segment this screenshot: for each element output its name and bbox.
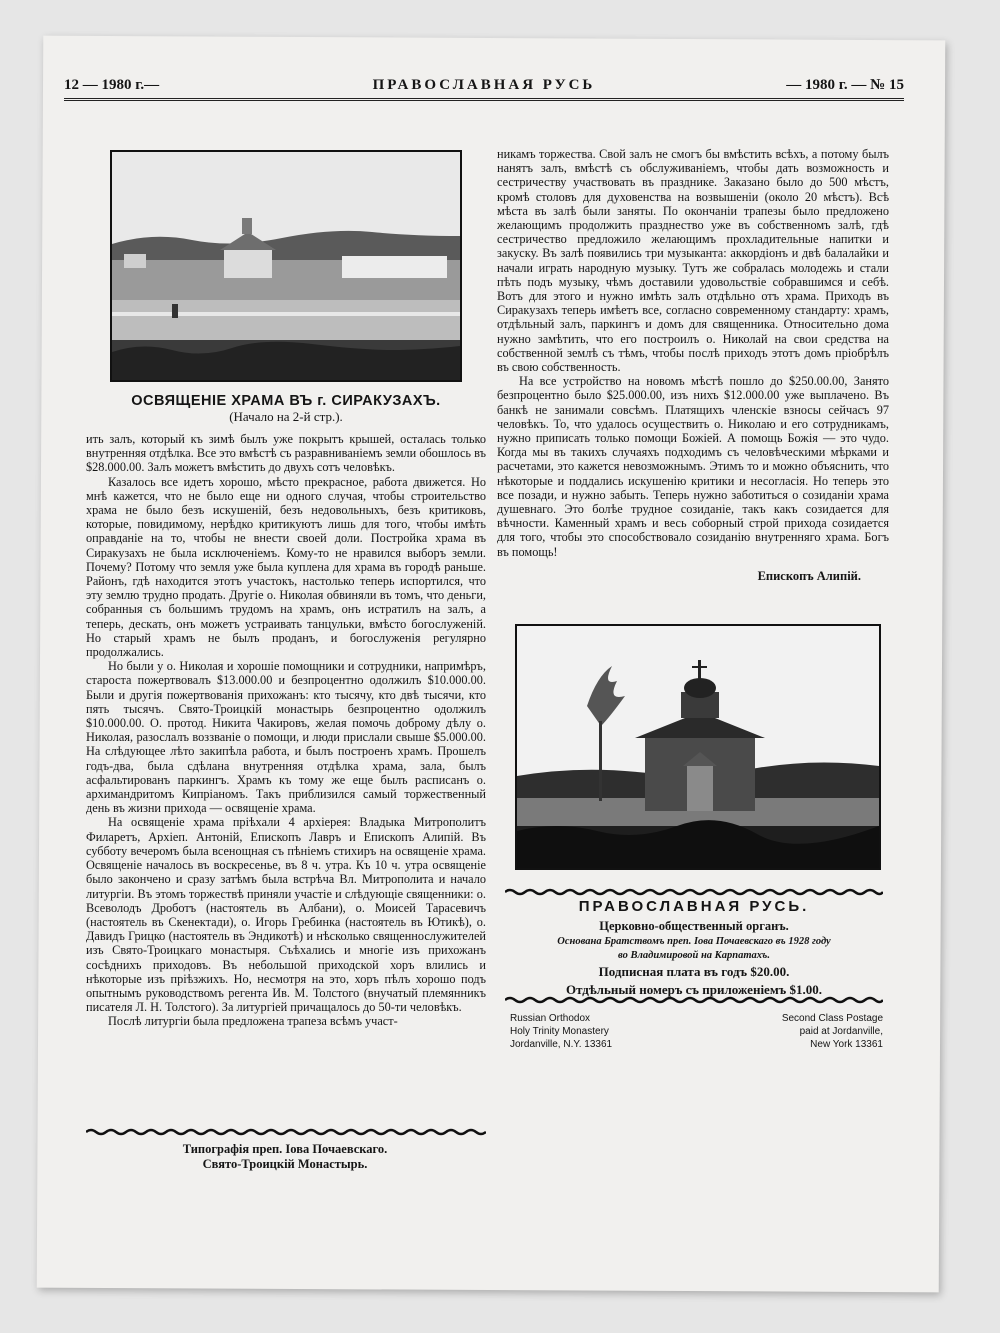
article-signature: Епископъ Алипій. — [757, 568, 861, 583]
article-paragraph: Казалось все идетъ хорошо, мѣсто прекрасное, работа движется. Но мнѣ кажется, что не было еще ни одного случая, чтобы строительство храма не было безъ искушеній, безъ недовольныхъ, безъ критиковъ, которые, повидимому, нерѣдко критикуютъ лишь для того, чтобы имѣть оправданіе на то, чтобы не внести своей доли. Постройка храма въ Сиракузахъ не была исключеніемъ. Кому-то не нравился выборъ земли. Почему? Потому что земля уже была куплена для храма въ городѣ раньше. Районъ, гдѣ находится этотъ участокъ, настолько теперь испортился, что эту землю трудно продать. Другіе о. Николая обвиняли въ томъ, что деньги, собранныя съ большимъ трудомъ на храмъ, онъ истратилъ на залъ, а теперь, дескать, онъ можетъ устраивать танцульки, вмѣсто богослуженій. Но старый храмъ не былъ проданъ, и богослуженія регулярно продолжались. — [86, 474, 486, 660]
masthead-founded: Основана Братствомъ преп. Іова Почаевскаго въ 1928 году — [557, 936, 831, 947]
wavy-divider-left — [86, 1128, 486, 1136]
article-title: ОСВЯЩЕНIЕ ХРАМА ВЪ г. СИРАКУЗАХЪ. — [131, 393, 441, 409]
postal-address-left — [510, 1012, 680, 1051]
article-paragraph: На все устройство на новомъ мѣстѣ пошло до $250.00.00, Занято безпроцентно было $25.000.00, изъ нихъ $12.000.00 уже выплачено. Въ банкѣ не занимали совсѣмъ. Платящихъ членскіе взносы сейчасъ 97 человѣкъ. То, что удалось осуществить о. Николаю и его сотрудникамъ, нужно приписать только помощи Божіей. А помощь Божія — это чудо. Когда мы въ такихъ случаяхъ подходимъ съ человѣческими мѣрками и расчетами, это кажется невозможнымъ. Этимъ то и можно объяснить, что нѣкоторые и поддались искушенію критики и несогласія. Но теперь это все позади, и нужно забыть. Теперь нужно заботиться о созиданіи храма душевнаго. Это болѣе трудное созиданіе, такъ какъ созидается для вѣчности. Каменный храмъ и весь соборный строй прихода созидается для того, чтобы это способствовало созиданію внутренняго храма. Богъ въ помощь! — [497, 374, 889, 559]
subscription-price: Подписная плата въ годъ $20.00. — [598, 964, 790, 979]
postal-line: New York 13361 — [810, 1039, 883, 1050]
masthead-organ: Церковно-общественный органъ. — [599, 919, 789, 933]
masthead-box — [505, 898, 883, 998]
article-left-column — [86, 432, 486, 1029]
article-paragraph: На освященіе храма пріѣхали 4 архіерея: Владыка Митрополитъ Филаретъ, Архіеп. Антоній, Епископъ Лавръ и Епископъ Алипій. Въ субботу вечеромъ была всенощная съ пѣніемъ стихиръ на освященіе храма. Освященіе началось въ воскресенье, въ 8 ч. утра. Къ 10 ч. утра освященіе было закончено и сразу затѣмъ была встрѣча Вл. Митрополита и начало литургіи. Въ этомъ торжествѣ приняли участіе и слѣдующіе священники: о. Всеволодъ Дроботъ (настоятель въ Албани), о. Моисей Тарасевичъ (настоятель въ Скенектади), о. Игорь Гребинка (настоятель въ Ютикѣ), о. Давидъ Грицко (настоятель въ Эндикотѣ) и нѣсколько священнослужителей изъ Свято-Троицкаго монастыря. Съѣхались и многіе изъ прихожанъ сосѣднихъ приходовъ. Въ небольшой приходской хоръ влились и нѣкоторые изъ пріѣзжихъ. Но, несмотря на это, хоръ пѣлъ хорошо подъ опытнымъ руководствомъ регента Ив. М. Толстого (внучатый племянникъ писателя Л. Н. Толстого). За литургіей причащалось до 50-ти человѣкъ. — [86, 815, 486, 1015]
article-paragraph: Но были у о. Николая и хорошіе помощники и сотрудники, напримѣръ, староста пожертвовалъ $13.000.00 и безпроцентно одолжилъ $10.000.00. Были и другія пожертвованія прихожанъ: кто тысячу, кто двѣ тысячи, кто пять тысячъ. Свято-Троицкій монастырь безпроцентно одолжилъ $10.000.00. О. протод. Никита Чакировъ, желая помочь доброму дѣлу о. Николая, разослалъ воззваніе о помощи, и люди прислали свыше $5.000.00. На слѣдующее лѣто закипѣла работа, и былъ построенъ храмъ. Прошелъ годъ-два, была сдѣлана внутренняя отдѣлка храма, зала, былъ асфальтированъ паркингъ. Храмъ къ тому же еще былъ расписанъ о. архимандритомъ Кипріаномъ. Такъ приблизился самый торжественный день въ жизни прихода — освященіе храма. — [86, 659, 486, 816]
article-right-column — [497, 147, 889, 583]
article-paragraph: никамъ торжества. Свой залъ не смогъ бы вмѣстить всѣхъ, а потому былъ нанятъ залъ, вмѣстѣ съ обслуживаніемъ, чтобы дать возможность и сестричеству участвовать въ празднике. Заказано было до 500 мѣстъ, кромѣ столовъ для духовенства на возвышеніи (около 20 мѣстъ). Всѣ мѣста въ залѣ были заняты. По окончаніи трапезы было предложено желающимъ продолжить празднество уже въ собственномъ залѣ, гдѣ сестричество предложило желающимъ прохладительные напитки и закуску. Въ залѣ появились три музыканта: аккордіонъ и двѣ балалайки и начали играть народную музыку. Тутъ же собралась молодежь и стали пѣть подъ музыку, чѣмъ доставили удовольствіе собравшимся и себѣ. Вотъ для этого и нужно имѣть залъ отдѣльно отъ храма. Приходъ въ Сиракузахъ теперь имѣетъ все, согласно современному стандарту: храмъ, отдѣльный залъ, паркингъ и домъ для священника. Относительно дома нужно замѣтить, что его построилъ о. Николай на свои средства на собственной землѣ съ тѣмъ, чтобы послѣ приходъ этотъ домъ пріобрѣлъ въ свою собственность. — [497, 147, 889, 375]
printer-line: Свято-Троицкій Монастырь. — [202, 1157, 368, 1171]
page-header — [64, 74, 904, 101]
postal-line: paid at Jordanville, — [799, 1026, 883, 1037]
masthead-founded: во Владимировой на Карпатахъ. — [618, 950, 770, 961]
postal-line: Holy Trinity Monastery — [510, 1026, 609, 1037]
masthead-name: ПРАВОСЛАВНАЯ РУСЬ. — [578, 898, 810, 915]
photo-church-building — [515, 624, 881, 870]
article-caption — [100, 393, 472, 425]
header-issue-right: — 1980 г. — № 15 — [786, 77, 904, 93]
printer-line: Типографія преп. Іова Почаевскаго. — [182, 1142, 388, 1156]
wavy-divider-right-bottom — [505, 996, 883, 1004]
article-subtitle: (Начало на 2-й стр.). — [229, 409, 343, 424]
photo-church-landscape — [110, 150, 462, 382]
postal-line: Russian Orthodox — [510, 1013, 591, 1024]
header-issue-left: 12 — 1980 г.— — [64, 77, 160, 93]
wavy-divider-right — [505, 888, 883, 896]
printer-imprint — [110, 1142, 460, 1172]
article-paragraph: ить залъ, который къ зимѣ былъ уже покрытъ крышей, осталась только внутренняя отдѣлка. Все это вмѣстѣ съ разравниваніемъ земли обошлось въ $28.000.00. Залъ можетъ вмѣстить до двухъ сотъ человѣкъ. — [86, 432, 486, 475]
postal-line: Second Class Postage — [781, 1013, 883, 1024]
single-issue-price: Отдѣльный номеръ съ приложеніемъ $1.00. — [565, 982, 823, 997]
article-paragraph: Послѣ литургіи была предложена трапеза всѣмъ участ- — [108, 1014, 398, 1029]
header-title: ПРАВОСЛАВНАЯ РУСЬ — [372, 77, 596, 93]
postal-address-right — [720, 1012, 883, 1051]
postal-line: Jordanville, N.Y. 13361 — [510, 1039, 613, 1050]
